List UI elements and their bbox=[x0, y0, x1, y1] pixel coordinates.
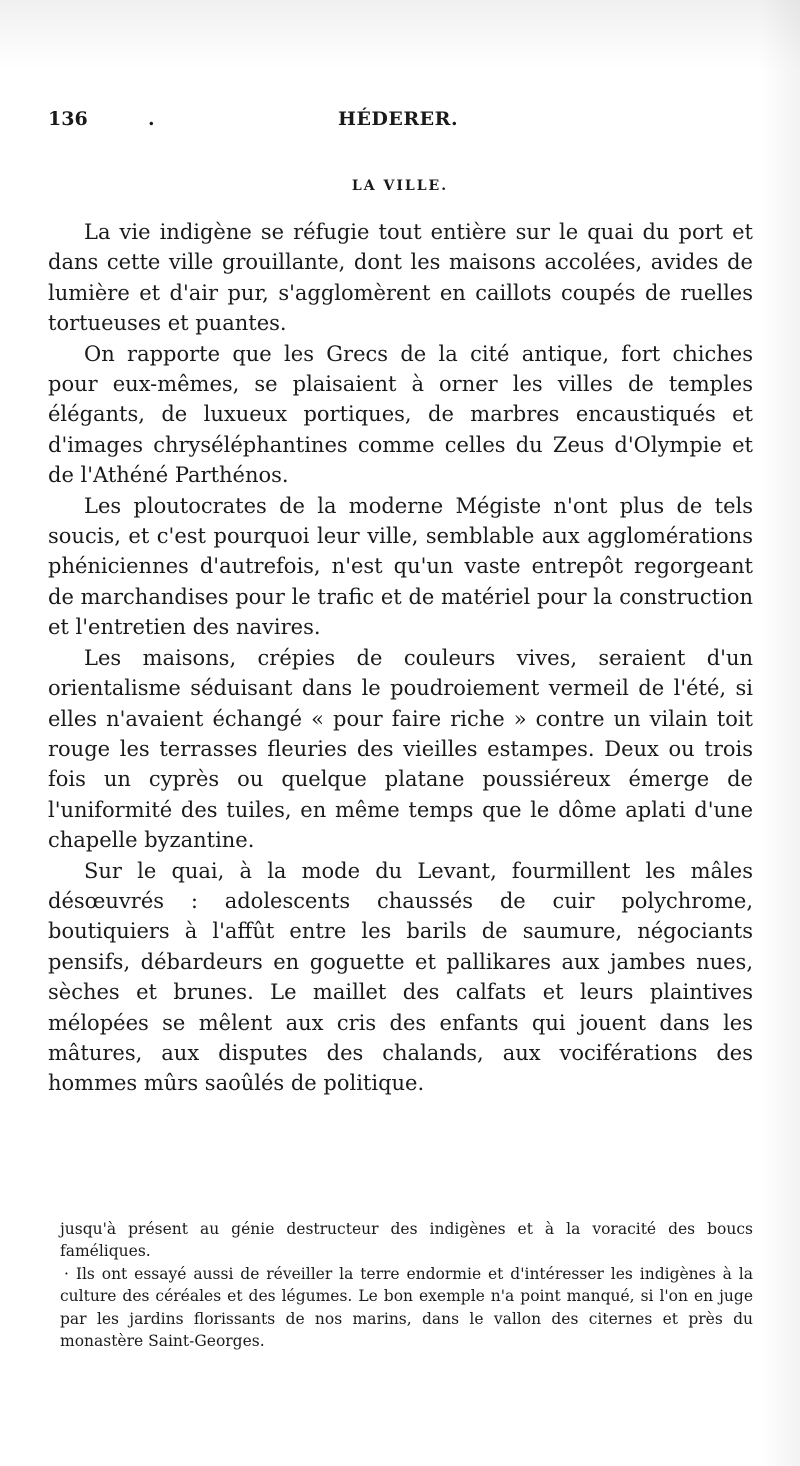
footnote-continuation: jusqu'à présent au génie destructeur des indigènes et à la voracité des boucs faméliques. bbox=[60, 1220, 753, 1261]
page-number: 136 bbox=[48, 108, 88, 130]
footnote bbox=[60, 1263, 753, 1353]
footnotes bbox=[60, 1218, 753, 1352]
paragraph: On rapporte que les Grecs de la cité antique, fort chiches pour eux-mêmes, se plaisaient à orner les villes de temples élégants, de luxueux portiques, de marbres encaustiqués et d'images chryséléphantines comme celles du Zeus d'Olympie et de l'Athéné Parthénos. bbox=[48, 341, 753, 488]
section-title: LA VILLE. bbox=[351, 178, 449, 194]
paragraph: Les ploutocrates de la moderne Mégiste n'ont plus de tels soucis, et c'est pourquoi leur ville, semblable aux agglomérations phéniciennes d'autrefois, n'est qu'un vaste entrepôt regorgeant de marchandises pour le trafic et de matériel pour la construction et l'entretien des navires. bbox=[48, 493, 753, 640]
scan-shadow-top bbox=[0, 0, 800, 70]
header-title: HÉDERER. bbox=[338, 108, 459, 130]
footnote-text: Ils ont essayé aussi de réveiller la terre endormie et d'intéresser les indigènes à la culture des céréales et des légumes. Le bon exemple n'a point manqué, si l'on en juge par les jardins florissants de nos marins, dans le vallon des citernes et près du monastère Saint-Georges. bbox=[60, 1264, 753, 1351]
body-text bbox=[48, 217, 753, 1099]
footnote-marker: · bbox=[64, 1264, 69, 1283]
paragraph: Sur le quai, à la mode du Levant, fourmillent les mâles désœuvrés : adolescents chaussés de cuir polychrome, boutiquiers à l'affût entre les barils de saumure, négociants pensifs, débardeurs en goguette et pallikares aux jambes nues, sèches et brunes. Le maillet des calfats et leurs plaintives mélopées se mêlent aux cris des enfants qui jouent dans les mâtures, aux disputes des chalands, aux vociférations des hommes mûrs saoûlés de politique. bbox=[48, 858, 753, 1096]
paragraph: Les maisons, crépies de couleurs vives, seraient d'un orientalisme séduisant dans le poudroiement vermeil de l'été, si elles n'avaient échangé « pour faire riche » contre un vilain toit rouge les terrasses fleuries des vieilles estampes. Deux ou trois fois un cyprès ou quelque platane poussiéreux émerge de l'uniformité des tuiles, en même temps que le dôme aplati d'une chapelle byzantine. bbox=[48, 645, 753, 853]
scan-shadow-right bbox=[760, 0, 800, 1466]
running-head bbox=[48, 108, 753, 138]
paragraph: La vie indigène se réfugie tout entière sur le quai du port et dans cette ville grouillante, dont les maisons accolées, avides de lumière et d'air pur, s'agglomèrent en caillots coupés de ruelles tortueuses et puantes. bbox=[48, 220, 753, 336]
header-separator: . bbox=[148, 108, 155, 130]
